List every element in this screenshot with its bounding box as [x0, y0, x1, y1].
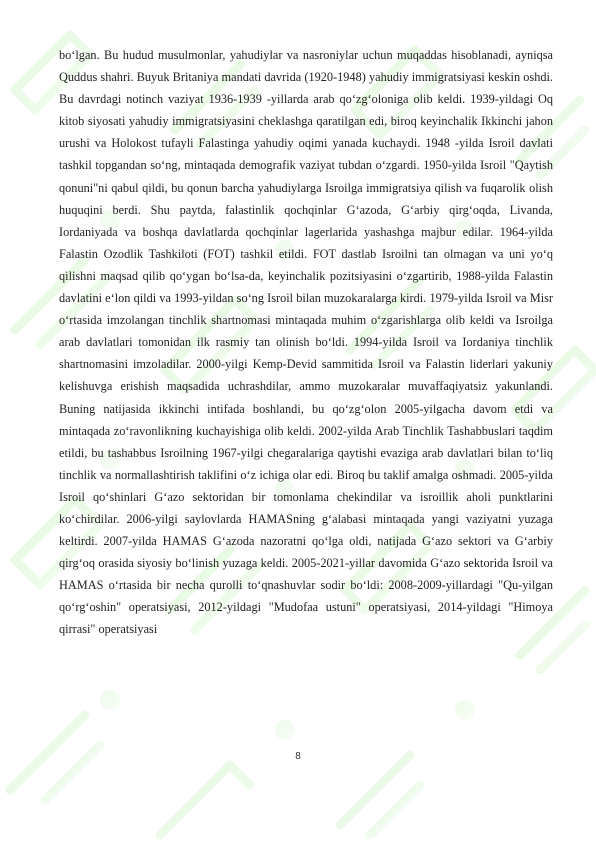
page-number: 8	[295, 751, 301, 762]
body-text	[59, 44, 553, 641]
paragraph: bo‘lgan. Bu hudud musulmonlar, yahudiylar va nasroniylar uchun muqaddas hisoblanadi, ayniqsa Quddus shahri. Buyuk Britaniya mandati davrida (1920-1948) yahudiy immigratsiyasi keskin oshdi. Bu davrdagi notinch vaziyat 1936-1939 -yillarda arab qo‘zg‘oloniga olib keldi. 1939-yildagi Oq kitob siyosati yahudiy immigratsiyasini cheklashga qaratilgan edi, biroq keyinchalik Ikkinchi jahon urushi va Holokost tufayli Falastinga yahudiy oqimi yanada kuchaydi. 1948 -yilda Isroil davlati tashkil topgandan so‘ng, mintaqada demografik vaziyat tubdan o‘zgardi. 1950-yilda Isroil "Qaytish qonuni"ni qabul qildi, bu qonun barcha yahudiylarga Isroilga immigratsiya qilish va fuqarolik olish huquqini berdi. Shu paytda, falastinlik qochqinlar G‘azoda, G‘arbiy qirg‘oqda, Livanda, Iordaniyada va boshqa davlatlarda qochqinlar lagerlarida yashashga majbur edilar. 1964-yilda Falastin Ozodlik Tashkiloti (FOT) tashkil etildi. FOT dastlab Isroilni tan olmagan va uni yo‘q qilishni maqsad qilib qo‘ygan bo‘lsa-da, keyinchalik pozitsiyasini o‘zgartirib, 1988-yilda Falastin davlatini e‘lon qildi va 1993-yildan so‘ng Isroil bilan muzokaralarga kirdi. 1979-yilda Isroil va Misr o‘rtasida imzolangan tinchlik shartnomasi mintaqada muhim o‘zgarishlarga olib keldi va Isroilga arab davlatlari tomonidan ilk rasmiy tan olinish bo‘ldi. 1994-yilda Isroil va Iordaniya tinchlik shartnomasini imzoladilar. 2000-yilgi Kemp-Devid sammitida Isroil va Falastin liderlari yakuniy kelishuvga erishish maqsadida uchrashdilar, ammo muzokaralar muvaffaqiyatsiz yakunlandi. Buning natijasida ikkinchi intifada boshlandi, bu qo‘zg‘olon 2005-yilgacha davom etdi va mintaqada zo‘ravonlikning kuchayishiga olib keldi. 2002-yilda Arab Tinchlik Tashabbuslari taqdim etildi, bu tashabbus Isroilning 1967-yilgi chegaralariga qaytishi evaziga arab davlatlari bilan to‘liq tinchlik va normallashtirish taklifini o‘z ichiga olar edi. Biroq bu taklif amalga oshmadi. 2005-yilda Isroil qo‘shinlari G‘azo sektoridan bir tomonlama chekindilar va isroillik aholi punktlarini ko‘chirdilar. 2006-yilgi saylovlarda HAMASning g‘alabasi mintaqada yangi vaziyatni yuzaga keltirdi. 2007-yilda HAMAS G‘azoda nazoratni qo‘lga oldi, natijada G‘azo sektori va G‘arbiy qirg‘oq orasida siyosiy bo‘linish yuzaga keldi. 2005-2021-yillar davomida G‘azo sektorida Isroil va HAMAS o‘rtasida bir necha qurolli to‘qnashuvlar sodir bo‘ldi: 2008-2009-yillardagi "Qu-yilgan qo‘rg‘oshin" operatsiyasi, 2012-yildagi "Mudofaa ustuni" operatsiyasi, 2014-yildagi "Himoya qirrasi" operatsiyasi	[59, 48, 553, 637]
